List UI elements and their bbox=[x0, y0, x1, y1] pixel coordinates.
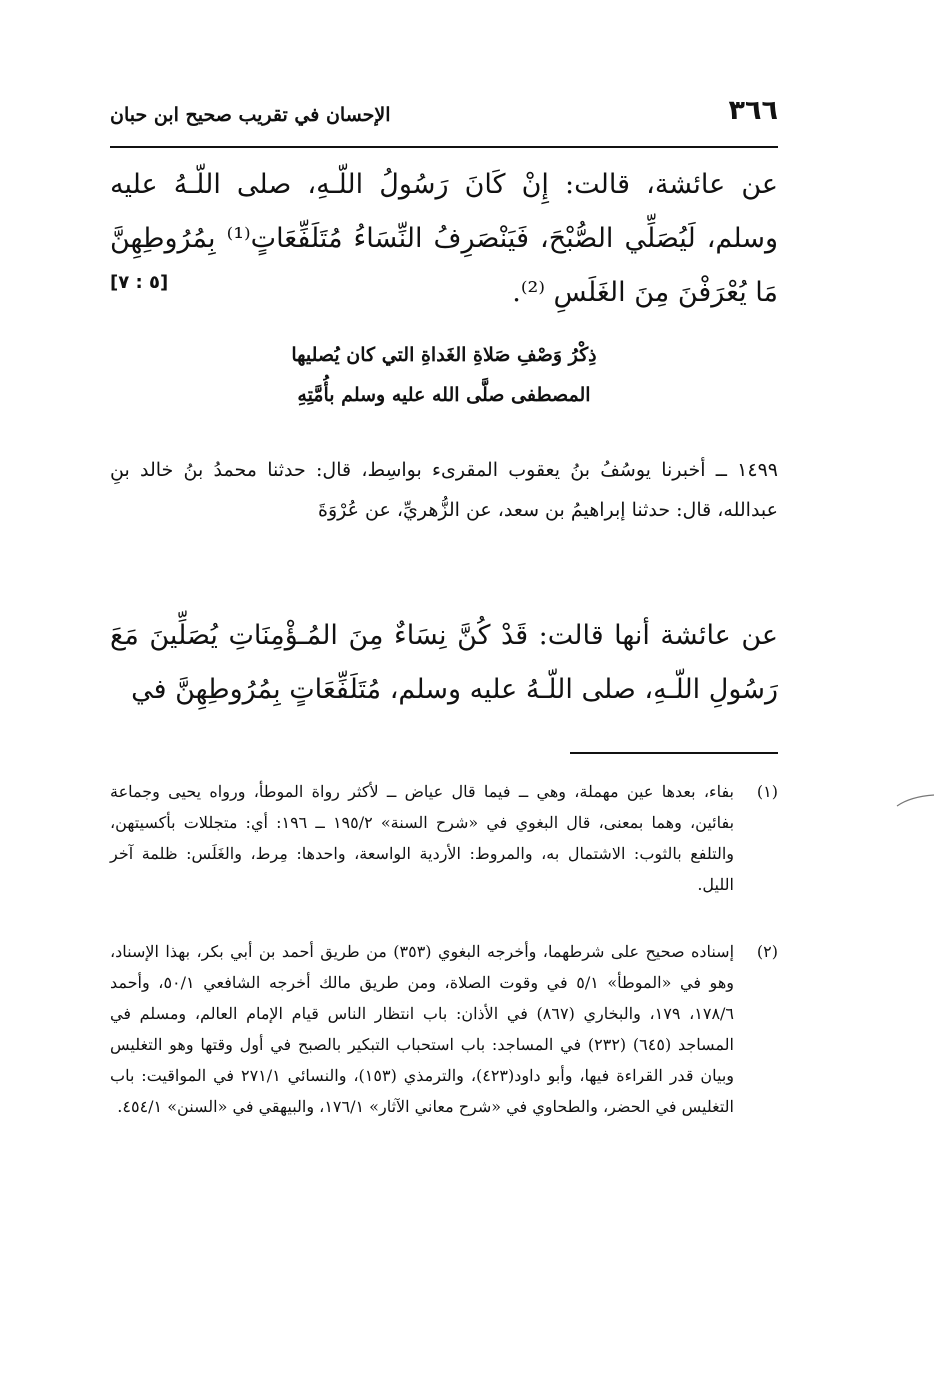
footnote-text: بفاء، بعدها عين مهملة، وهي ــ فيما قال عياض ــ لأكثر رواة الموطأ، ورواه يحيى وجماعة بفائين، وهما بمعنى، قال البغوي في «شرح السنة» ١٩٥/٢ ــ ١٩٦: أي: متجللات بأكسيتهن، والتلفع بالثوب: الاشتمال به، والمروط: الأردية الواسعة، واحدها: مِرط، والغَلَس: ظلمة آخر الليل. bbox=[110, 782, 735, 894]
page-header bbox=[110, 84, 778, 126]
chapter-heading-line-1: ذِكْرُ وَصْفِ صَلاةِ الغَداةِ التي كان يُصليها bbox=[291, 344, 597, 366]
page-number: ٣٦٦ bbox=[728, 95, 778, 126]
running-title: الإحسان في تقريب صحيح ابن حبان bbox=[110, 104, 391, 126]
hadith-reference: [٥ : ٧] bbox=[110, 272, 169, 293]
footnote-1 bbox=[110, 776, 778, 900]
header-rule bbox=[110, 146, 778, 148]
second-matn: عن عائشة أنها قالت: قَدْ كُنَّ نِسَاءٌ مِنَ المُـؤْمِنَاتِ يُصَلِّينَ مَعَ رَسُولِ اللّـهِ، صلى اللّـهُ عليه وسلم، مُتَلَفِّعَاتٍ بِمُرُوطِهِنَّ في bbox=[110, 620, 778, 705]
footnote-text: إسناده صحيح على شرطهما، وأخرجه البغوي (٣٥٣) من طريق أحمد بن أبي بكر، بهذا الإسناد، وهو في «الموطأ» ٥/١ في وقوت الصلاة، ومن طريق مالك أخرجه الشافعي ٥٠/١، وأحمد ١٧٨/٦، ١٧٩، والبخاري (٨٦٧) في الأذان: باب انتظار الناس قيام الإمام العالم، ومسلم في المساجد (٦٤٥) (٢٣٢) في المساجد: باب استحباب التبكير بالصبح في أول وقتها وهو التغليس وبيان قدر القراءة فيها، وأبو داود(٤٢٣)، والترمذي (١٥٣)، والنسائي ٢٧١/١ في المواقيت: باب التغليس في الحضر، والطحاوي في «شرح معاني الآثار» ١٧٦/١، والبيهقي في «السنن» ٤٥٤/١. bbox=[110, 942, 735, 1116]
chapter-heading bbox=[110, 335, 778, 415]
margin-pen-mark bbox=[895, 793, 935, 809]
footnote-number: (٢) bbox=[756, 942, 778, 961]
first-matn: عن عائشة، قالت: إِنْ كَانَ رَسُولُ اللّـهِ، صلى اللّـهُ عليه وسلم، لَيُصَلِّي الصُّبْحَ، فَيَنْصَرِفُ النِّسَاءُ مُتَلَفِّعَاتٍ⁽¹⁾ بِمُرُوطِهِنَّ مَا يُعْرَفْنَ مِنَ الغَلَسِ ⁽²⁾. bbox=[110, 169, 779, 308]
footnote-separator bbox=[570, 752, 778, 754]
chapter-heading-line-2: المصطفى صلَّى الله عليه وسلم بأُمَّتِهِ bbox=[297, 384, 591, 406]
footnote-2 bbox=[110, 936, 778, 1122]
isnad-paragraph: ١٤٩٩ ــ أخبرنا يوسُفُ بنُ يعقوب المقرىء بواسِط، قال: حدثنا محمدُ بنُ خالد بنِ عبدالله، قال: حدثنا إبراهيمُ بن سعد، عن الزُّهريِّ، عن عُرْوَةَ bbox=[110, 459, 778, 521]
footnote-number: (١) bbox=[756, 782, 778, 801]
